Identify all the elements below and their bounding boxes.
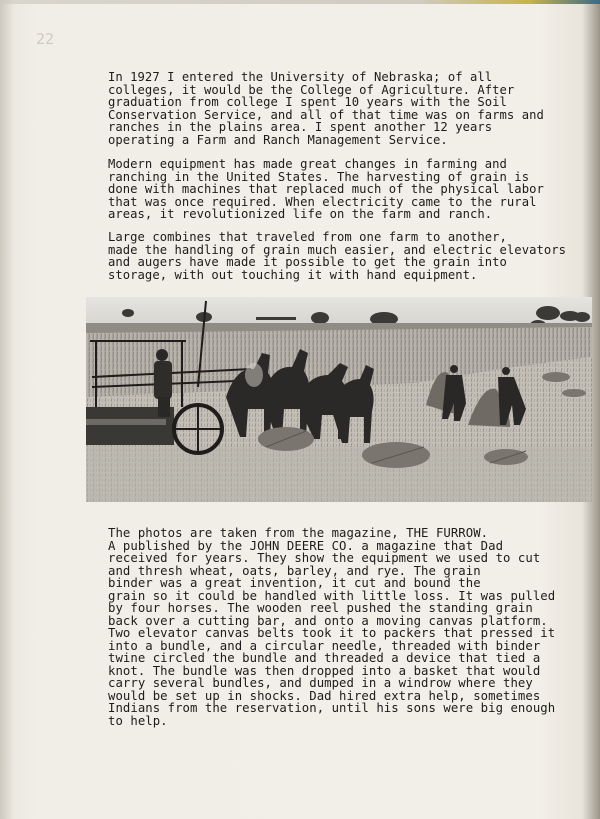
paragraph-photo-description: The photos are taken from the magazine, THE FURROW. A published by the JOHN DEERE CO. a magazine that Dad received for years. They show the equipment we used to cut and thresh wheat, oats, barley, and rye. The grain binder was a great invention, it cut and bound the grain so it could be handled with little loss. It was pulled by four horses. The wooden reel pushed the standing grain back over a cutting bar, and onto a moving canvas platform. Two elevator canvas belts took it to packers that pressed it into a bundle, and a circular needle, threaded with binder twine circled the bundle and threaded a device that tied a knot. The bundle was then dropped into a basket that would carry several bundles, and dumped in a windrow where they would be set up in shocks. Dad hired extra help, sometimes Indians from the reservation, until his sons were big enough to help. bbox=[108, 526, 556, 728]
page-number: 22 bbox=[36, 30, 55, 48]
paragraph-modern-equipment: Modern equipment has made great changes in farming and ranching in the United States. The harvesting of grain is done with machines that replaced much of the physical labor that was once required. When electricity came to the rural areas, it revolutionized life on the farm and ranch. bbox=[108, 157, 544, 222]
page-binding-shadow bbox=[0, 0, 14, 819]
page-top-edge bbox=[0, 0, 600, 4]
paragraph-education: In 1927 I entered the University of Nebraska; of all colleges, it would be the College of Agriculture. After graduation from college I spent 10 years with the Soil Conservation Service, and all of that time was on farms and ranches in the plains area. I spent another 12 years operating a Farm and Ranch Management Service. bbox=[108, 70, 544, 147]
paragraph-combines: Large combines that traveled from one farm to another, made the handling of grain much easier, and electric elevators and augers have made it possible to get the grain into storage, with out touching it with hand equipment. bbox=[108, 230, 567, 282]
grain-binder-horses-photo bbox=[86, 297, 592, 502]
harvest-photo bbox=[86, 297, 592, 502]
